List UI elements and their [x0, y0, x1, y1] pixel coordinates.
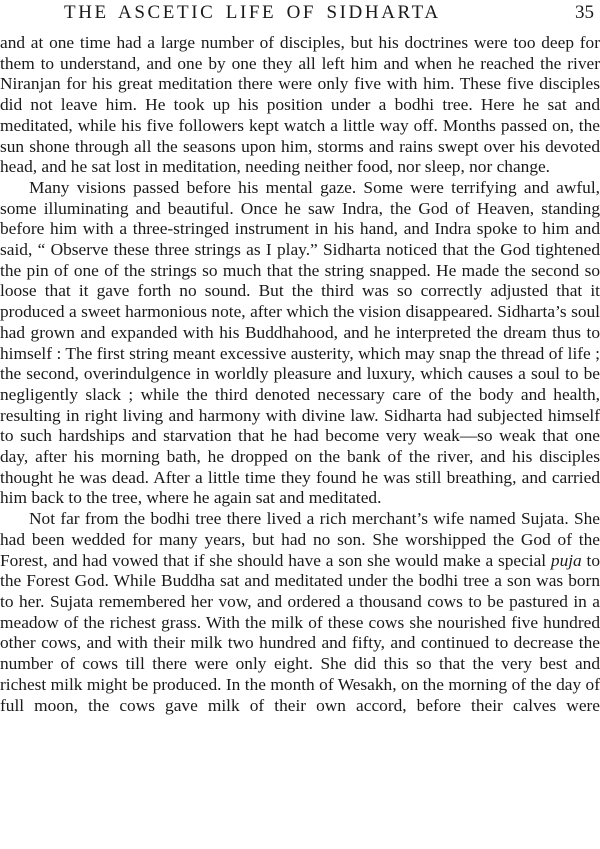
body-text: [0, 33, 600, 847]
paragraph-sujata: [0, 509, 600, 716]
running-title: THE ASCETIC LIFE OF SIDHARTA: [64, 2, 441, 23]
running-head: [0, 2, 600, 26]
paragraph-sujata-text-before: Not far from the bodhi tree there lived a rich merchant’s wife named Sujata. She had been wedded for many years, but had no son. She worshipped the God of the Forest, and had vowed that if she should have a son she would make a special: [0, 509, 600, 570]
paragraph-disciples: and at one time had a large number of disciples, but his doctrines were too deep for them to understand, and one by one they all left him and when he reached the river Niranjan for his great meditation there were only five with him. These five disciples did not leave him. He took up his position under a bodhi tree. Here he sat and meditated, while his five followers kept watch a little way off. Months passed on, the sun shone through all the seasons upon him, storms and rains swept over his devoted head, and he sat lost in meditation, needing neither food, nor sleep, nor change.: [0, 33, 600, 177]
page-number: 35: [575, 2, 594, 23]
puja-italic-word: puja: [550, 550, 582, 570]
paragraph-visions: Many visions passed before his mental gaze. Some were terrifying and awful, some illuminating and beautiful. Once he saw Indra, the God of Heaven, standing before him with a three-stringed instrument in his hand, and Indra spoke to him and said, “ Observe these three strings as I play.” Sidharta noticed that the God tightened the pin of one of the strings so much that the string snapped. He made the second so loose that it gave forth no sound. But the third was so correctly adjusted that it produced a sweet harmonious note, after which the vision disappeared. Sidharta’s soul had grown and expanded with his Buddhahood, and he interpreted the dream thus to himself : The first string meant excessive austerity, which may snap the thread of life ; the second, overindulgence in worldly pleasure and luxury, which causes a soul to be negligently slack ; while the third denoted necessary care of the body and health, resulting in right living and harmony with divine law. Sidharta had subjected himself to such hardships and starvation that he had become very weak—so weak that one day, after his morning bath, he dropped on the bank of the river, and his disciples thought he was dead. After a little time they found he was still breathing, and carried him back to the tree, where he again sat and meditated.: [0, 177, 600, 508]
paragraph-sujata-text-after: to the Forest God. While Buddha sat and meditated under the bodhi tree a son was born to her. Sujata remembered her vow, and ordered a thousand cows to be pastured in a meadow of the richest grass. With the milk of these cows she nourished five hundred other cows, and with their milk two hundred and fifty, and continued to decrease the number of cows till there were only eight. She did this so that the very best and richest milk might be produced. In the month of Wesakh, on the morning of the day of full moon, the cows gave milk of their own accord, before their calves were: [0, 550, 600, 715]
